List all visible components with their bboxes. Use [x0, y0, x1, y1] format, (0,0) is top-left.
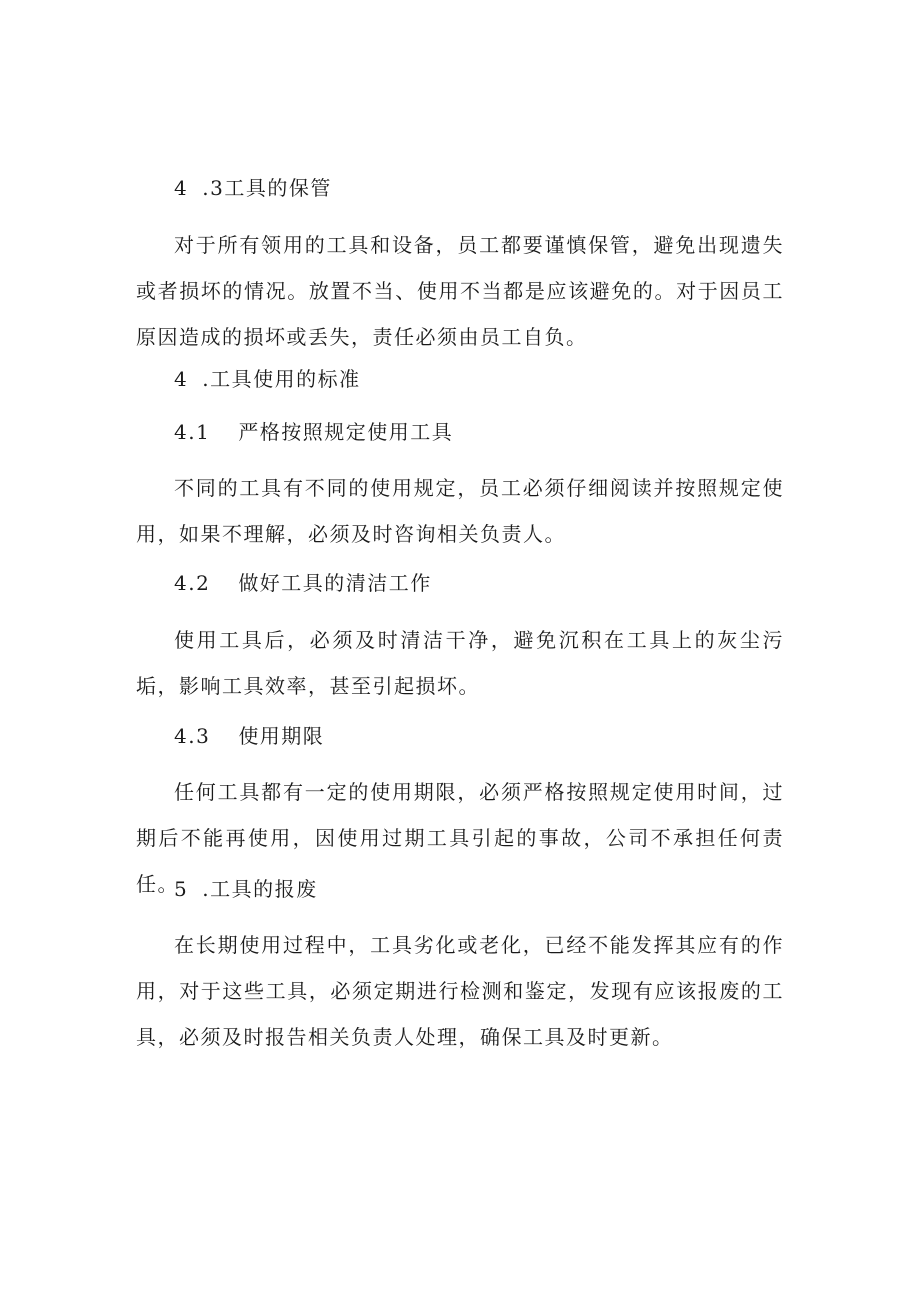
- heading-text: .3工具的保管: [202, 176, 332, 200]
- paragraph-usage-rules: 不同的工具有不同的使用规定，员工必须仔细阅读并按照规定使用，如果不理解，必须及时咨询相关负责人。: [136, 476, 784, 546]
- heading-text: 使用期限: [238, 724, 325, 748]
- heading-text: 严格按照规定使用工具: [238, 420, 454, 444]
- heading-text: .工具的报废: [202, 877, 318, 901]
- paragraph-cleaning: 使用工具后，必须及时清洁干净，避免沉积在工具上的灰尘污垢，影响工具效率，甚至引起损坏。: [136, 628, 784, 698]
- section-heading-4: [136, 365, 822, 393]
- paragraph-tool-custody: 对于所有领用的工具和设备，员工都要谨慎保管，避免出现遗失或者损坏的情况。放置不当、使用不当都是应该避免的。对于因员工原因造成的损坏或丢失，责任必须由员工自负。: [136, 233, 784, 349]
- heading-number: 4: [174, 176, 189, 200]
- section-heading-5: [136, 875, 822, 903]
- paragraph-scrapping: 在长期使用过程中，工具劣化或老化，已经不能发挥其应有的作用，对于这些工具，必须定期进行检测和鉴定，发现有应该报废的工具，必须及时报告相关负责人处理，确保工具及时更新。: [136, 933, 784, 1049]
- heading-number: 4.3: [174, 724, 211, 748]
- heading-text: .工具使用的标准: [202, 367, 361, 391]
- section-heading-4-1: [136, 418, 822, 446]
- paragraph-usage-period: 任何工具都有一定的使用期限，必须严格按照规定使用时间，过期后不能再使用，因使用过期工具引起的事故，公司不承担任何责任。: [136, 780, 784, 896]
- heading-number: 4.1: [174, 420, 211, 444]
- heading-text: 做好工具的清洁工作: [238, 571, 432, 595]
- heading-number: 4.2: [174, 571, 211, 595]
- section-heading-4-3: [136, 174, 822, 202]
- section-heading-4-2: [136, 569, 822, 597]
- heading-number: 4: [174, 367, 189, 391]
- section-heading-4-3-period: [136, 722, 822, 750]
- heading-number: 5: [174, 877, 189, 901]
